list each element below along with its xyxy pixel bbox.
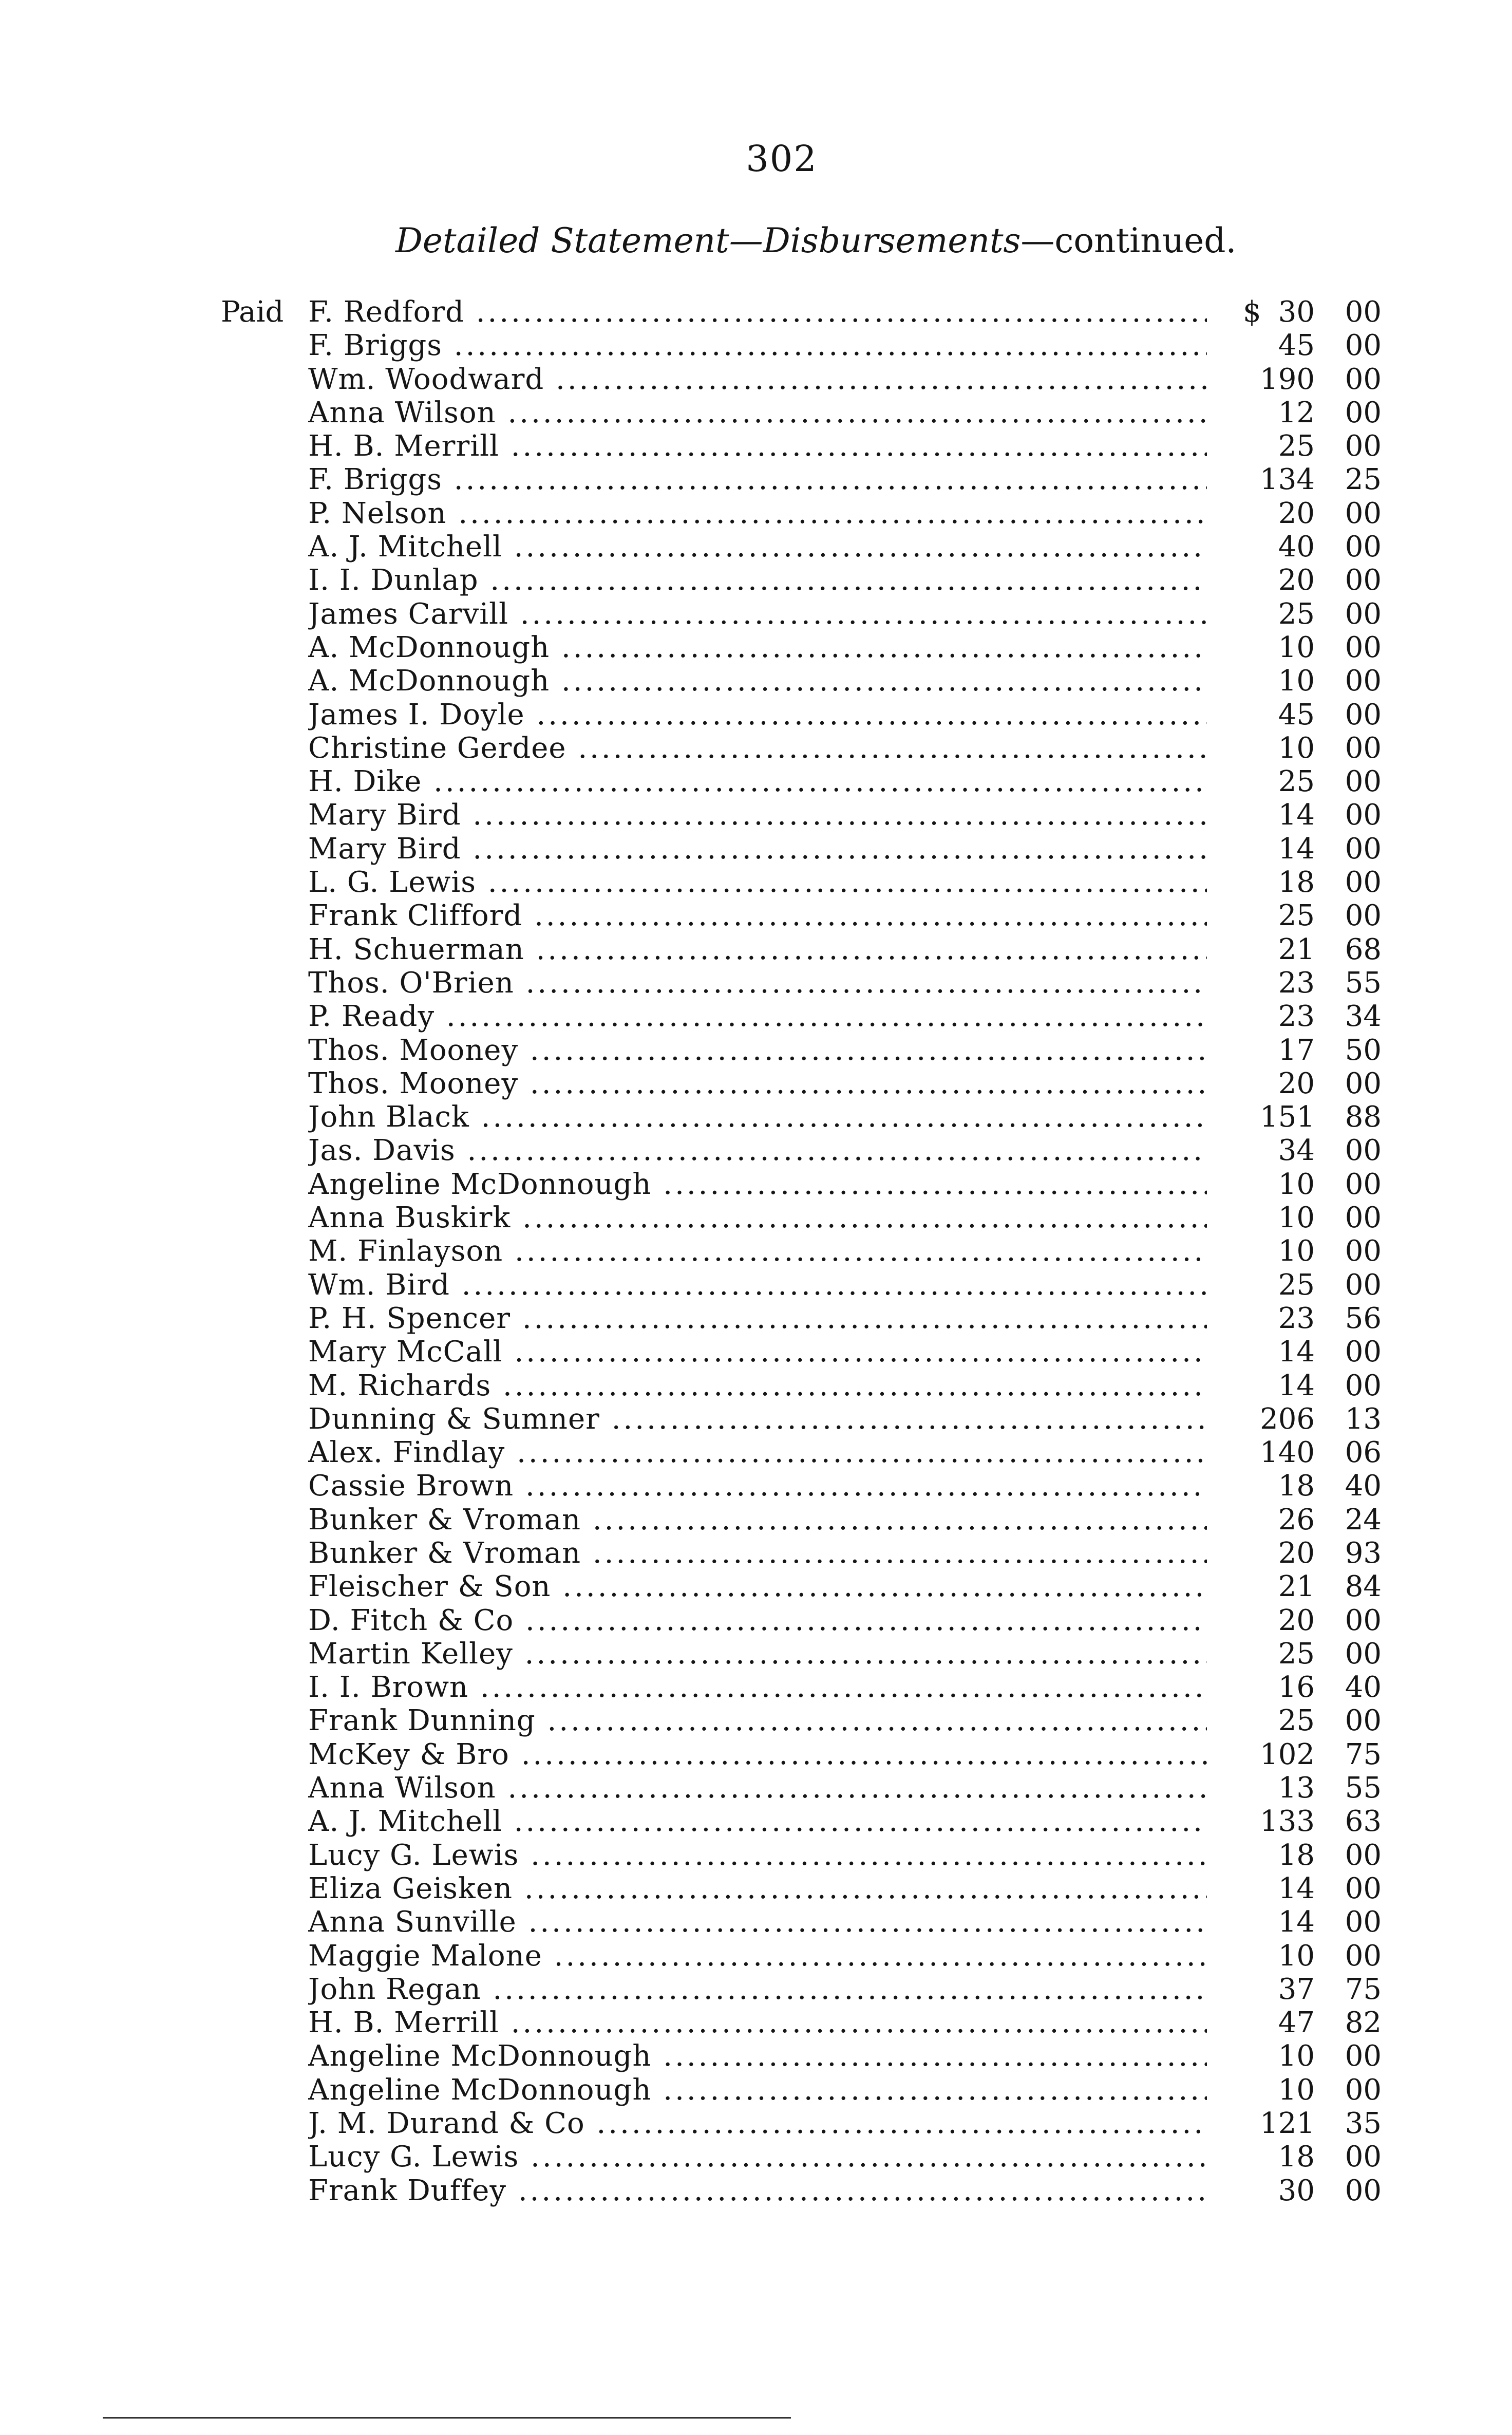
list-item xyxy=(221,1234,1382,1268)
amount-cents: 84 xyxy=(1345,1570,1382,1604)
payee-name: F. Redford ..... xyxy=(308,295,1207,329)
payee-name: Mary McCall ..... xyxy=(308,1335,1207,1369)
payee-name: L. G. Lewis ..... xyxy=(308,866,1207,899)
amount-dollars: 25 xyxy=(1278,1637,1315,1671)
amount-cents: 00 xyxy=(1345,899,1382,933)
payee-name: I. I. Brown ..... xyxy=(308,1671,1207,1704)
list-item xyxy=(221,732,1382,765)
payee-name: A. J. Mitchell ..... xyxy=(308,530,1207,564)
list-item xyxy=(221,631,1382,664)
amount-dollars: 20 xyxy=(1278,496,1315,530)
amount-dollars: 20 xyxy=(1278,1066,1315,1100)
list-item xyxy=(221,664,1382,698)
list-item xyxy=(221,564,1382,597)
amount-dollars: 25 xyxy=(1278,429,1315,463)
list-item xyxy=(221,1738,1382,1771)
payee-name: Angeline McDonnough ..... xyxy=(308,1168,1207,1201)
list-item xyxy=(221,1134,1382,1167)
amount-dollars: 25 xyxy=(1278,1268,1315,1302)
amount-cents: 34 xyxy=(1345,1000,1382,1034)
amount-dollars: 206 xyxy=(1260,1402,1315,1436)
amount-dollars: 47 xyxy=(1278,2006,1315,2040)
amount-dollars: 45 xyxy=(1278,329,1315,363)
list-item xyxy=(221,765,1382,798)
amount-dollars: 102 xyxy=(1260,1737,1315,1771)
amount-dollars: 21 xyxy=(1278,1570,1315,1604)
amount-cents: 00 xyxy=(1345,597,1382,631)
list-item xyxy=(221,1704,1382,1737)
payee-name: Anna Sunville ..... xyxy=(308,1905,1207,1939)
payee-name: Bunker & Vroman ..... xyxy=(308,1503,1207,1537)
amount-cents: 00 xyxy=(1345,2174,1382,2207)
list-item xyxy=(221,798,1382,832)
amount-dollars: 10 xyxy=(1278,2039,1315,2073)
amount-cents: 00 xyxy=(1345,530,1382,564)
payee-name: Thos. Mooney ..... xyxy=(308,1067,1207,1100)
amount-cents: 00 xyxy=(1345,429,1382,463)
list-item xyxy=(221,1570,1382,1603)
disbursement-list xyxy=(221,295,1382,2207)
payee-name: Martin Kelley ..... xyxy=(308,1637,1207,1671)
amount-cents: 00 xyxy=(1345,630,1382,664)
payee-name: Angeline McDonnough ..... xyxy=(308,2039,1207,2073)
payee-name: Mary Bird ..... xyxy=(308,798,1207,832)
amount-cents: 00 xyxy=(1345,1905,1382,1939)
payee-name: James Carvill ..... xyxy=(308,597,1207,631)
payee-name: A. J. Mitchell ..... xyxy=(308,1805,1207,1838)
amount-dollars: 14 xyxy=(1278,798,1315,832)
payee-name: Anna Wilson ..... xyxy=(308,396,1207,429)
amount-dollars: 14 xyxy=(1278,1369,1315,1402)
list-item xyxy=(221,1469,1382,1503)
amount-dollars: 26 xyxy=(1278,1503,1315,1537)
payee-name: Frank Duffey ..... xyxy=(308,2174,1207,2207)
amount-dollars: 23 xyxy=(1278,1000,1315,1034)
list-item xyxy=(221,1168,1382,1201)
amount-dollars: 10 xyxy=(1278,1167,1315,1201)
amount-cents: 00 xyxy=(1345,1335,1382,1369)
payee-name: Jas. Davis ..... xyxy=(308,1134,1207,1167)
heading-italic: Detailed Statement—Disbursements xyxy=(395,221,1021,260)
amount-dollars: 18 xyxy=(1278,2140,1315,2174)
payee-name: A. McDonnough ..... xyxy=(308,664,1207,698)
amount-dollars: 21 xyxy=(1278,932,1315,966)
amount-dollars: 10 xyxy=(1278,731,1315,765)
amount-dollars: 133 xyxy=(1260,1805,1315,1839)
payee-name: H. Schuerman ..... xyxy=(308,933,1207,966)
amount-cents: 00 xyxy=(1345,1167,1382,1201)
amount-dollars: 30 xyxy=(1278,2174,1315,2207)
amount-cents: 55 xyxy=(1345,1771,1382,1805)
payee-name: Wm. Woodward ..... xyxy=(308,363,1207,396)
amount-cents: 93 xyxy=(1345,1536,1382,1570)
list-item xyxy=(221,1771,1382,1805)
amount-dollars: 140 xyxy=(1260,1436,1315,1470)
list-item xyxy=(221,2039,1382,2073)
payee-name: M. Richards ..... xyxy=(308,1369,1207,1402)
list-item xyxy=(221,1905,1382,1939)
list-item xyxy=(221,866,1382,899)
amount-dollars: 20 xyxy=(1278,564,1315,597)
list-item xyxy=(221,966,1382,1000)
amount-dollars: 20 xyxy=(1278,1536,1315,1570)
amount-dollars: 151 xyxy=(1260,1100,1315,1134)
amount-cents: 13 xyxy=(1345,1402,1382,1436)
amount-cents: 00 xyxy=(1345,1369,1382,1402)
amount-cents: 68 xyxy=(1345,932,1382,966)
amount-cents: 35 xyxy=(1345,2107,1382,2141)
list-item xyxy=(221,1637,1382,1671)
list-item xyxy=(221,463,1382,496)
amount-cents: 06 xyxy=(1345,1436,1382,1470)
payee-name: James I. Doyle ..... xyxy=(308,698,1207,732)
amount-dollars: 10 xyxy=(1278,664,1315,698)
amount-dollars: 14 xyxy=(1278,1335,1315,1369)
amount-cents: 00 xyxy=(1345,698,1382,732)
amount-cents: 00 xyxy=(1345,329,1382,363)
payee-name: M. Finlayson ..... xyxy=(308,1234,1207,1268)
currency-symbol: $ xyxy=(1243,295,1261,329)
list-item xyxy=(221,1973,1382,2006)
amount-dollars: 25 xyxy=(1278,1704,1315,1738)
list-item xyxy=(221,1503,1382,1537)
list-item xyxy=(221,1268,1382,1302)
list-item xyxy=(221,1604,1382,1637)
amount-cents: 00 xyxy=(1345,798,1382,832)
payee-name: J. M. Durand & Co ..... xyxy=(308,2107,1207,2140)
list-item xyxy=(221,530,1382,564)
list-item xyxy=(221,933,1382,966)
amount-cents: 00 xyxy=(1345,866,1382,900)
payee-name: D. Fitch & Co ..... xyxy=(308,1604,1207,1637)
amount-cents: 00 xyxy=(1345,1134,1382,1168)
amount-dollars: 34 xyxy=(1278,1134,1315,1168)
amount-dollars: 40 xyxy=(1278,530,1315,564)
amount-cents: 00 xyxy=(1345,2073,1382,2107)
amount-cents: 55 xyxy=(1345,966,1382,1000)
payee-name: Thos. O'Brien ..... xyxy=(308,966,1207,1000)
amount-dollars: 12 xyxy=(1278,396,1315,429)
payee-name: Anna Buskirk ..... xyxy=(308,1201,1207,1234)
payee-name: P. H. Spencer ..... xyxy=(308,1302,1207,1335)
amount-dollars: 10 xyxy=(1278,1201,1315,1235)
amount-cents: 00 xyxy=(1345,362,1382,396)
amount-dollars: 16 xyxy=(1278,1671,1315,1704)
list-item xyxy=(221,1839,1382,1872)
payee-name: Wm. Bird ..... xyxy=(308,1268,1207,1302)
amount-cents: 24 xyxy=(1345,1503,1382,1537)
amount-dollars: 25 xyxy=(1278,765,1315,799)
payee-name: H. Dike ..... xyxy=(308,765,1207,798)
payee-name: H. B. Merrill ..... xyxy=(308,2006,1207,2039)
amount-dollars: 10 xyxy=(1278,630,1315,664)
payee-name: Fleischer & Son ..... xyxy=(308,1570,1207,1603)
payee-name: Maggie Malone ..... xyxy=(308,1939,1207,1973)
amount-dollars: 18 xyxy=(1278,1838,1315,1872)
amount-cents: 63 xyxy=(1345,1805,1382,1839)
payee-name: Dunning & Sumner ..... xyxy=(308,1402,1207,1436)
list-item xyxy=(221,1436,1382,1469)
list-item xyxy=(221,899,1382,932)
amount-cents: 00 xyxy=(1345,1201,1382,1235)
list-item xyxy=(221,396,1382,429)
list-item xyxy=(221,698,1382,732)
amount-dollars: 14 xyxy=(1278,1871,1315,1905)
amount-cents: 56 xyxy=(1345,1301,1382,1335)
amount-dollars: 30 xyxy=(1278,295,1315,329)
page-number: 302 xyxy=(746,138,818,180)
payee-name: Lucy G. Lewis ..... xyxy=(308,2140,1207,2174)
amount-dollars: 17 xyxy=(1278,1033,1315,1067)
amount-cents: 25 xyxy=(1345,463,1382,497)
amount-cents: 00 xyxy=(1345,1234,1382,1268)
amount-cents: 00 xyxy=(1345,295,1382,329)
payee-name: Alex. Findlay ..... xyxy=(308,1436,1207,1469)
footer-rule xyxy=(103,2417,791,2419)
amount-cents: 00 xyxy=(1345,1268,1382,1302)
list-item xyxy=(221,1000,1382,1033)
payee-name: John Regan ..... xyxy=(308,1973,1207,2006)
paid-label: Paid xyxy=(221,295,284,329)
amount-cents: 00 xyxy=(1345,1939,1382,1973)
amount-cents: 00 xyxy=(1345,1066,1382,1100)
amount-cents: 75 xyxy=(1345,1737,1382,1771)
amount-cents: 00 xyxy=(1345,832,1382,866)
payee-name: I. I. Dunlap ..... xyxy=(308,564,1207,597)
list-item xyxy=(221,295,1382,329)
payee-name: P. Ready ..... xyxy=(308,1000,1207,1033)
list-item xyxy=(221,1402,1382,1436)
amount-cents: 00 xyxy=(1345,396,1382,429)
amount-cents: 00 xyxy=(1345,1603,1382,1637)
payee-name: H. B. Merrill ..... xyxy=(308,429,1207,463)
list-item xyxy=(221,329,1382,362)
payee-name: Cassie Brown ..... xyxy=(308,1469,1207,1503)
payee-name: Lucy G. Lewis ..... xyxy=(308,1839,1207,1872)
list-item xyxy=(221,2006,1382,2039)
amount-dollars: 121 xyxy=(1260,2107,1315,2141)
amount-cents: 00 xyxy=(1345,2140,1382,2174)
amount-dollars: 18 xyxy=(1278,1469,1315,1503)
list-item xyxy=(221,1805,1382,1838)
payee-name: Frank Clifford ..... xyxy=(308,899,1207,932)
amount-dollars: 14 xyxy=(1278,832,1315,866)
amount-cents: 50 xyxy=(1345,1033,1382,1067)
payee-name: John Black ..... xyxy=(308,1100,1207,1134)
list-item xyxy=(221,2107,1382,2140)
amount-cents: 88 xyxy=(1345,1100,1382,1134)
amount-dollars: 20 xyxy=(1278,1603,1315,1637)
list-item xyxy=(221,1671,1382,1704)
amount-dollars: 45 xyxy=(1278,698,1315,732)
amount-dollars: 10 xyxy=(1278,1234,1315,1268)
list-item xyxy=(221,1369,1382,1402)
payee-name: Frank Dunning ..... xyxy=(308,1704,1207,1737)
amount-dollars: 10 xyxy=(1278,1939,1315,1973)
payee-name: McKey & Bro ..... xyxy=(308,1738,1207,1771)
list-item xyxy=(221,1537,1382,1570)
list-item xyxy=(221,1335,1382,1369)
heading-continued: —continued. xyxy=(1020,221,1237,260)
payee-name: P. Nelson ..... xyxy=(308,497,1207,530)
list-item xyxy=(221,832,1382,866)
payee-name: Bunker & Vroman ..... xyxy=(308,1537,1207,1570)
amount-dollars: 23 xyxy=(1278,1301,1315,1335)
amount-cents: 00 xyxy=(1345,1838,1382,1872)
amount-cents: 40 xyxy=(1345,1469,1382,1503)
payee-name: F. Briggs ..... xyxy=(308,463,1207,496)
amount-dollars: 23 xyxy=(1278,966,1315,1000)
payee-name: Mary Bird ..... xyxy=(308,832,1207,866)
amount-cents: 00 xyxy=(1345,1704,1382,1738)
list-item xyxy=(221,1067,1382,1100)
section-heading xyxy=(395,221,1237,260)
amount-cents: 75 xyxy=(1345,1972,1382,2006)
list-item xyxy=(221,2073,1382,2107)
amount-dollars: 37 xyxy=(1278,1972,1315,2006)
list-item xyxy=(221,1034,1382,1067)
amount-cents: 00 xyxy=(1345,1637,1382,1671)
amount-cents: 82 xyxy=(1345,2006,1382,2040)
amount-dollars: 25 xyxy=(1278,597,1315,631)
amount-dollars: 190 xyxy=(1260,362,1315,396)
list-item xyxy=(221,597,1382,631)
amount-cents: 00 xyxy=(1345,2039,1382,2073)
amount-dollars: 18 xyxy=(1278,866,1315,900)
amount-dollars: 14 xyxy=(1278,1905,1315,1939)
list-item xyxy=(221,1100,1382,1134)
amount-dollars: 134 xyxy=(1260,463,1315,497)
payee-name: Angeline McDonnough ..... xyxy=(308,2073,1207,2107)
payee-name: Christine Gerdee ..... xyxy=(308,732,1207,765)
list-item xyxy=(221,363,1382,396)
payee-name: A. McDonnough ..... xyxy=(308,631,1207,664)
amount-cents: 00 xyxy=(1345,1871,1382,1905)
amount-cents: 00 xyxy=(1345,731,1382,765)
amount-cents: 40 xyxy=(1345,1671,1382,1704)
payee-name: Eliza Geisken ..... xyxy=(308,1872,1207,1905)
amount-cents: 00 xyxy=(1345,664,1382,698)
list-item xyxy=(221,497,1382,530)
amount-cents: 00 xyxy=(1345,765,1382,799)
list-item xyxy=(221,1939,1382,1973)
payee-name: Anna Wilson ..... xyxy=(308,1771,1207,1805)
list-item xyxy=(221,2140,1382,2174)
amount-cents: 00 xyxy=(1345,564,1382,597)
list-item xyxy=(221,2174,1382,2207)
list-item xyxy=(221,1201,1382,1234)
list-item xyxy=(221,429,1382,463)
list-item xyxy=(221,1302,1382,1335)
amount-dollars: 25 xyxy=(1278,899,1315,933)
payee-name: F. Briggs ..... xyxy=(308,329,1207,362)
amount-dollars: 13 xyxy=(1278,1771,1315,1805)
list-item xyxy=(221,1872,1382,1905)
payee-name: Thos. Mooney ..... xyxy=(308,1034,1207,1067)
amount-cents: 00 xyxy=(1345,496,1382,530)
amount-dollars: 10 xyxy=(1278,2073,1315,2107)
